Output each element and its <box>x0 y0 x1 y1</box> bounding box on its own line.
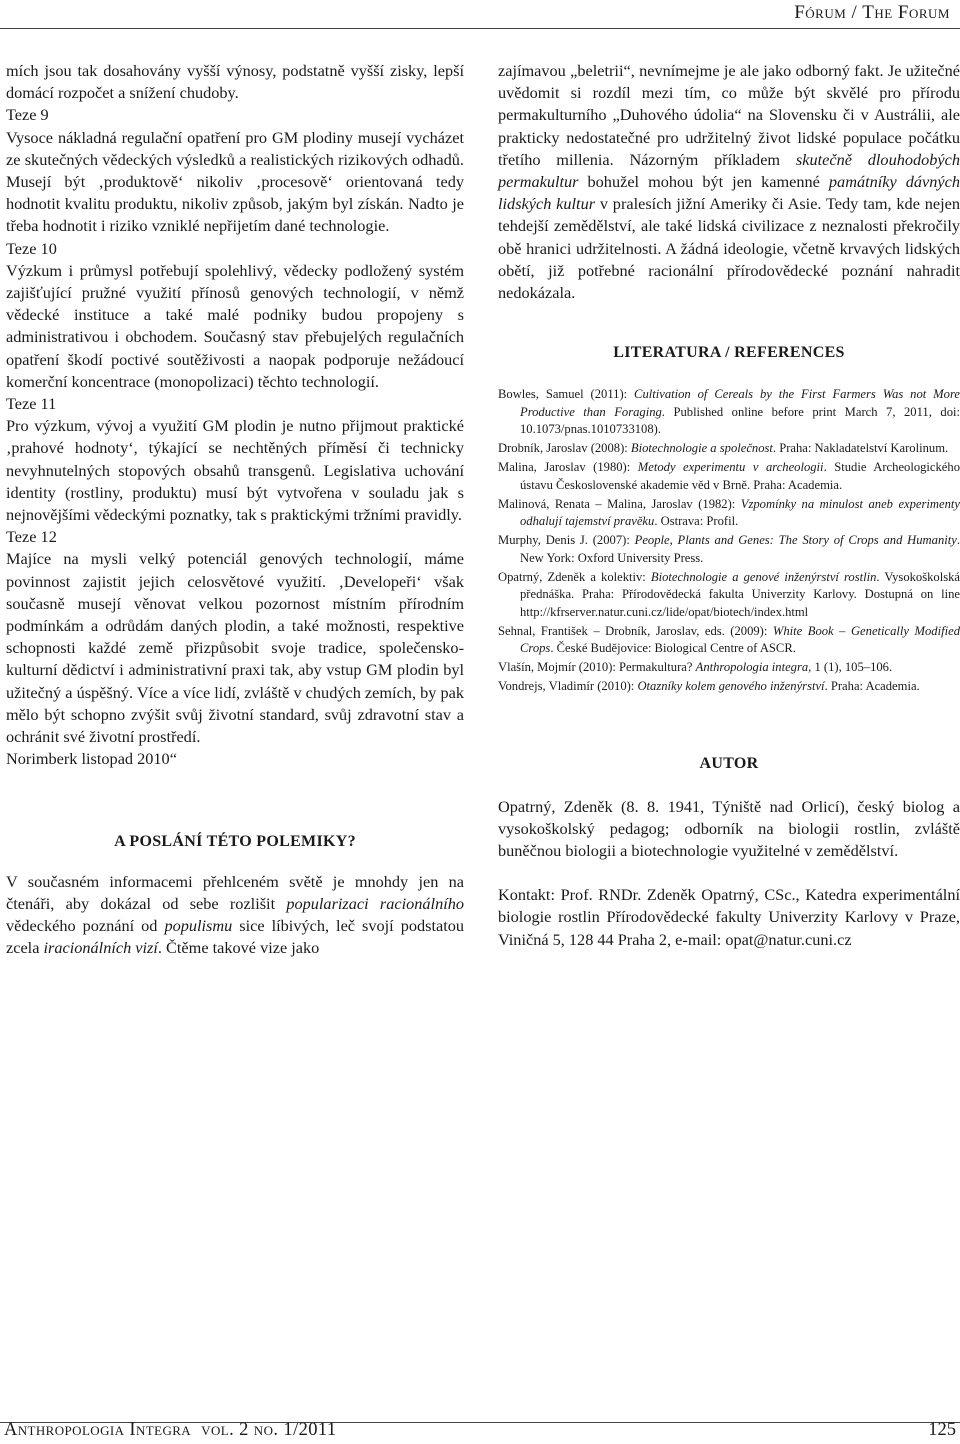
reference-item: Drobník, Jaroslav (2008): Biotechnologie a společnost. Praha: Nakladatelství Karolinum. <box>498 441 949 456</box>
running-header: Fórum / The Forum <box>794 2 950 23</box>
thesis-heading: Teze 11 <box>6 394 57 414</box>
reference-item: Vlašín, Mojmír (2010): Permakultura? Anthropologia integra, 1 (1), 105–106. <box>498 660 893 675</box>
continuation-paragraph: zajímavou „beletrii“, nevnímejme je ale jako odborný fakt. Je užitečné uvědomit si rozdíl mezi tím, co může být skvělé pro přírodu permakulturního „Duhového údolia“ na Slovensku či v Austrálii, ale prakticky nedostatečné pro udržitelný život lidské populace počátku třetího millenia. Názorným příkladem skutečně dlouhodobých permakultur bohužel mohou být jen kamenné památníky dávných lidských kultur v pralesích jižní Ameriky či Asie. Tedy tam, kde nejen tehdejší zemědělství, ale také lidská civilizace z neznalosti překročily obě hranici udržitelnosti. A žádná ideologie, včetně krvavých lidských obětí, již potřebné racionální přírodovědecké poznání nahradit nedokázala. <box>498 61 960 303</box>
reference-item: Malina, Jaroslav (1980): Metody experimentu v archeologii. Studie Archeologického ústavu Československé akademie věd v Brně. Praha: Academia. <box>498 460 960 492</box>
author-bio: Opatrný, Zdeněk (8. 8. 1941, Týniště nad Orlicí), český biolog a vysokoškolský pedagog; odborník na biologii rostlin, zvláště buněčnou biologii a biotechnologie využitelné v zemědělství. <box>498 796 960 861</box>
reference-item: Malinová, Renata – Malina, Jaroslav (1982): Vzpomínky na minulost aneb experimenty odhalují tajemství pravěku. Ostrava: Profil. <box>498 496 960 529</box>
reference-item: Bowles, Samuel (2011): Cultivation of Cereals by the First Farmers Was not More Productive than Foraging. Published online before print March 7, 2011, doi: 10.1073/pnas.1010733108). <box>498 387 960 437</box>
paragraph: Pro výzkum, vývoj a využití GM plodin je nutno přijmout praktické ‚prahové hodnoty‘, týkající se nechtěných příměsí či technicky nevyhnutelných stopových obsahů transgenů. Legislativa uchování identity (rostliny, produktu) musí být vytvořena v souladu jak s nejnovějšími vědeckými poznatky, tak s praktickými tržními pravidly. <box>6 416 464 525</box>
author-contact: Kontakt: Prof. RNDr. Zdeněk Opatrný, CSc., Katedra experimentální biologie rostlin Přírodovědecké fakulty Univerzity Karlovy v Praze, Viničná 5, 128 44 Praha 2, e-mail: opat@natur.cuni.cz <box>498 885 960 949</box>
reference-item: Opatrný, Zdeněk a kolektiv: Biotechnologie a genové inženýrství rostlin. Vysokoškolská přednáška. Praha: Přírodovědecká fakulta Univerzity Karlovy. Dostupná on line http://kfrserver.natur.cuni.cz/lide/opat/biotech/index.html <box>498 569 960 619</box>
paragraph: mích jsou tak dosahovány vyšší výnosy, podstatně vyšší zisky, lepší domácí rozpočet a snížení chudoby. <box>6 61 464 103</box>
paragraph: Majíce na mysli velký potenciál genových technologií, máme povinnost zajistit jejich celosvětové využití. ‚Developeři‘ však současně musejí věnovat velkou pozornost místním přírodním podmínkám a odrůdám daných plodin, a také možnosti, respektive schopnosti každé země přizpůsobit svoje tradice, společensko-kulturní dědictví i administrativní praxi tak, aby vstup GM plodin byl užitečný a úspěšný. Více a více lidí, zvláště v chudých zemích, by pak mělo být schopno zvýšit svůj životní standard, svůj zdravotní stav a ochránit své životní prostředí. <box>6 549 464 747</box>
section-title-author: AUTOR <box>699 755 759 773</box>
mission-paragraph: V současném informacemi přehlceném světě je mnohdy jen na čtenáři, aby dokázal od sebe rozlišit popularizaci racionálního vědeckého poznání od populismu sice líbivých, leč svojí podstatou zcela iracionálních vizí. Čtěme takové vize jako <box>6 871 465 958</box>
section-title-references: LITERATURA / REFERENCES <box>613 344 845 362</box>
right-column <box>498 60 960 951</box>
thesis-heading: Teze 12 <box>6 527 57 547</box>
footer-volume: vol. 2 no. 1/2011 <box>201 1420 337 1440</box>
paragraph: Výzkum i průmysl potřebují spolehlivý, vědecky podložený systém zajišťující pružné využití přínosů genových technologií, v němž vědecké instituce a také malé podniky budou propojeny s administrativou i obchodem. Současný stav přebujelých regulačních opatření škodí poctivé soutěživosti a naopak podporuje nežádoucí komerční koncentrace (monopolizaci) těchto technologií. <box>6 260 464 391</box>
reference-item: Murphy, Denis J. (2007): People, Plants and Genes: The Story of Crops and Humanity. New York: Oxford University Press. <box>498 533 960 565</box>
thesis-heading: Teze 9 <box>6 105 49 125</box>
section-title-mission: A POSLÁNÍ TÉTO POLEMIKY? <box>114 832 356 850</box>
signature-line: Norimberk listopad 2010“ <box>6 749 177 769</box>
paragraph: Vysoce nákladná regulační opatření pro GM plodiny musejí vycházet ze skutečných vědeckých výsledků a realistických rizikových odhadů. Musejí být ‚produktově‘ nikoliv ‚procesově‘ orientovaná tedy hodnotit kvalitu produktu, nikoliv způsob, jakým byl získán. Nadto je třeba hodnotit i riziko vzniklé nepřijetím dané technologie. <box>6 127 464 236</box>
thesis-heading: Teze 10 <box>6 238 57 258</box>
header-rule <box>0 28 960 29</box>
left-column <box>6 60 464 960</box>
reference-list <box>498 386 960 696</box>
reference-item: Vondrejs, Vladimír (2010): Otazníky kolem genového inženýrství. Praha: Academia. <box>498 679 920 694</box>
page-number: 125 <box>928 1420 956 1440</box>
reference-item: Sehnal, František – Drobník, Jaroslav, eds. (2009): White Book – Genetically Modified Crops. České Budějovice: Biological Centre of ASCR. <box>498 623 960 656</box>
footer-journal: Anthropologia Integra vol. 2 no. 1/2011 <box>4 1420 337 1440</box>
